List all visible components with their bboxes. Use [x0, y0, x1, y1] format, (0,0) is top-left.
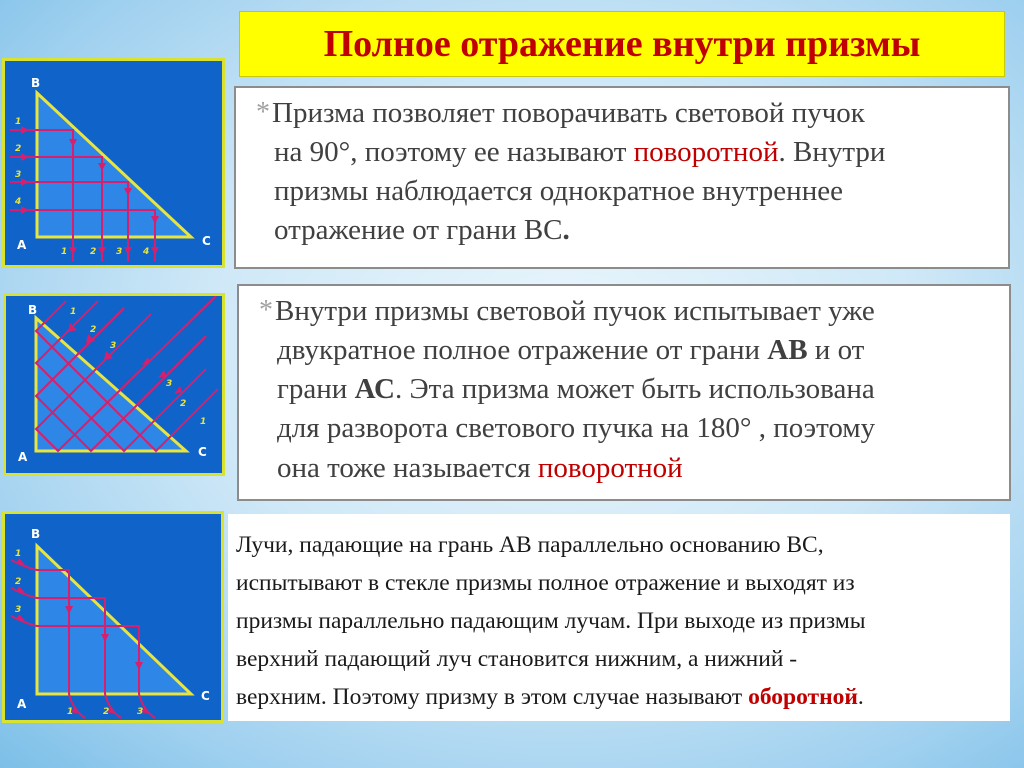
prism-1-ray-out-4: 4: [143, 247, 150, 257]
prism-2-ray-in-3: 3: [110, 341, 117, 351]
prism-2-vertex-c: С: [198, 445, 207, 459]
box1-line2: на 90°, поэтому ее называют поворотной. Внутри: [274, 136, 886, 169]
prism-2-ray-out-3: 3: [166, 379, 173, 389]
prism-3-svg: [5, 514, 221, 720]
highlight-rotary: поворотной: [633, 136, 779, 169]
highlight-reversing: оборотной: [748, 684, 858, 711]
slide-title-box: [239, 11, 1005, 77]
prism-1-ray-in-1: 1: [15, 117, 22, 127]
box2-line1: *Внутри призмы световой пучок испытывает уже: [259, 295, 875, 327]
box3-line3: призмы параллельно падающим лучам. При выходе из призмы: [236, 608, 866, 635]
prism-3-ray-out-3: 3: [137, 707, 144, 717]
prism-1-ray-out-2: 2: [90, 247, 97, 257]
prism-1-ray-out-1: 1: [61, 247, 68, 257]
box2-line4: для разворота светового пучка на 180° , поэтому: [277, 412, 876, 445]
box1-line3: призмы наблюдается однократное внутреннее: [274, 175, 843, 208]
bullet-star: *: [256, 97, 270, 128]
prism-1-ray-out-3: 3: [116, 247, 123, 257]
prism-3-ray-in-2: 2: [15, 577, 22, 587]
prism-3-ray-out-1: 1: [67, 707, 74, 717]
prism-3-vertex-b: В: [31, 527, 41, 541]
text-box-3: [228, 514, 1010, 721]
prism-2-ray-out-2: 2: [180, 399, 187, 409]
prism-1-ray-in-3: 3: [15, 170, 22, 180]
text-box-2: [237, 284, 1011, 501]
prism-3-ray-out-2: 2: [103, 707, 110, 717]
box1-line4: отражение от грани ВС.: [274, 214, 570, 247]
prism-1-ray-in-4: 4: [15, 197, 22, 207]
prism-1-vertex-b: В: [31, 76, 41, 90]
box3-line2: испытывают в стекле призмы полное отражение и выходят из: [236, 570, 855, 597]
prism-2-vertex-a: А: [18, 450, 28, 464]
box3-line5: верхним. Поэтому призму в этом случае называют оборотной.: [236, 684, 864, 711]
prism-1-vertex-a: А: [17, 238, 27, 252]
prism-1-ray-in-2: 2: [15, 144, 22, 154]
prism-1-triangle: [37, 93, 191, 237]
prism-2-ray-in-1: 1: [70, 307, 77, 317]
prism-diagram-2: [3, 293, 225, 476]
prism-3-vertex-a: А: [17, 697, 27, 711]
box2-line2: двукратное полное отражение от грани АВ и от: [277, 334, 865, 367]
bullet-star: *: [259, 295, 273, 326]
box2-line5: она тоже называется поворотной: [277, 451, 683, 484]
box3-line4: верхний падающий луч становится нижним, а нижний -: [236, 646, 798, 673]
prism-diagram-1: [2, 58, 225, 268]
prism-2-svg: [6, 296, 222, 473]
highlight-rotary: поворотной: [537, 451, 683, 484]
prism-3-triangle: [37, 546, 191, 694]
prism-3-vertex-c: С: [201, 689, 210, 703]
prism-2-vertex-b: В: [28, 303, 38, 317]
box3-line1: Лучи, падающие на грань АВ параллельно основанию ВС,: [236, 532, 824, 558]
prism-3-ray-in-3: 3: [15, 605, 22, 615]
face-ab: АВ: [767, 334, 808, 367]
prism-1-svg: [5, 61, 222, 265]
prism-diagram-3: [2, 511, 224, 723]
prism-2-ray-out-1: 1: [200, 417, 207, 427]
face-ac: АС: [354, 373, 396, 406]
box2-line3: грани АС. Эта призма может быть использована: [277, 373, 875, 406]
slide-title: Полное отражение внутри призмы: [323, 23, 921, 65]
prism-1-vertex-c: С: [202, 234, 211, 248]
text-box-1: [234, 86, 1010, 269]
prism-2-ray-in-2: 2: [90, 325, 97, 335]
prism-3-ray-in-1: 1: [15, 549, 22, 559]
box1-line1: *Призма позволяет поворачивать световой пучок: [256, 97, 865, 129]
